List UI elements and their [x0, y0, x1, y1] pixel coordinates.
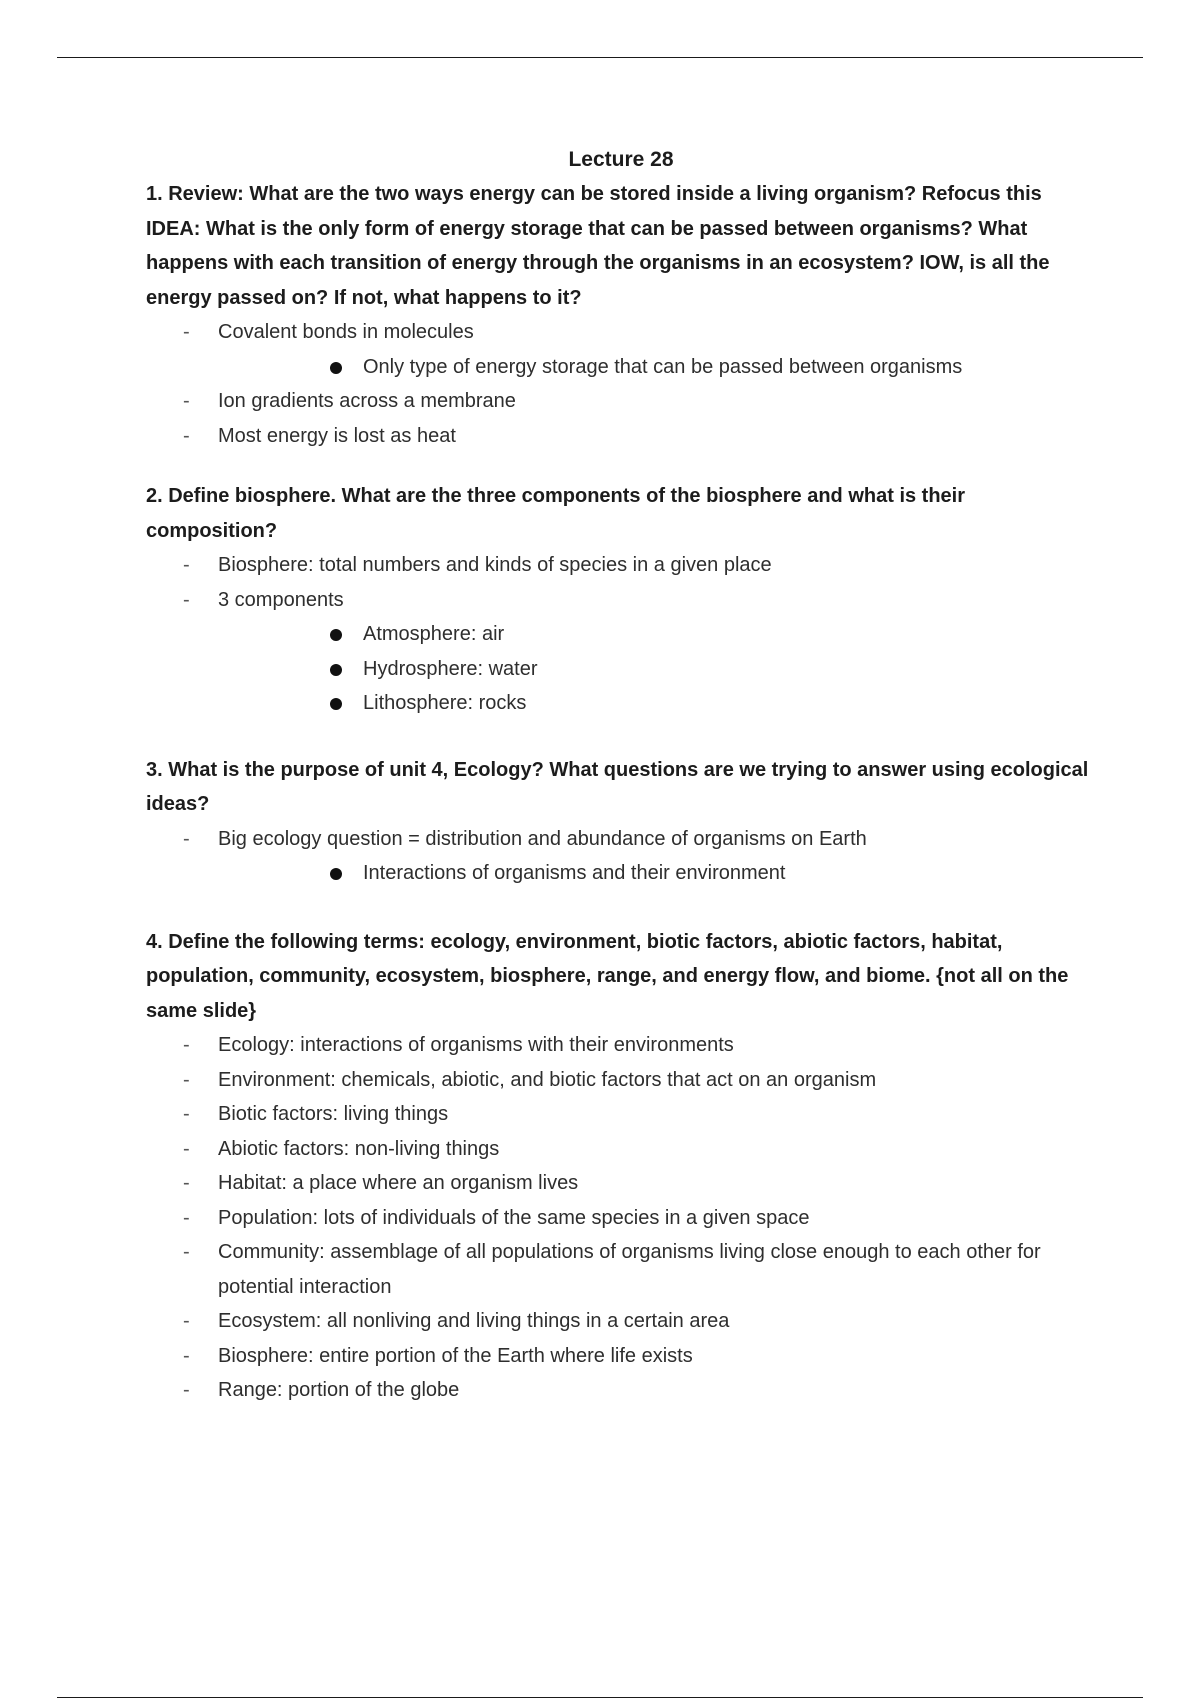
list-item: - Ion gradients across a membrane [146, 384, 1096, 419]
sub-list [218, 856, 1096, 891]
list-item: - Most energy is lost as heat [146, 419, 1096, 454]
section-2 [146, 479, 1096, 721]
list-item: - Biosphere: entire portion of the Earth where life exists [146, 1339, 1096, 1374]
list-item: - Population: lots of individuals of the same species in a given space [146, 1201, 1096, 1236]
sub-list-item: Interactions of organisms and their environment [218, 856, 1096, 891]
question-1: 1. Review: What are the two ways energy can be stored inside a living organism? Refocus this IDEA: What is the only form of energy storage that can be passed between organisms? What happens with each transition of energy through the organisms in an ecosystem? IOW, is all the energy passed on? If not, what happens to it? [146, 183, 1050, 309]
answer-list-1 [146, 315, 1096, 453]
bottom-rule [57, 1697, 1143, 1698]
sub-list-item: Only type of energy storage that can be passed between organisms [218, 350, 1096, 385]
list-item: - Ecology: interactions of organisms with their environments [146, 1028, 1096, 1063]
page-content [146, 143, 1096, 1436]
list-item: - Abiotic factors: non-living things [146, 1132, 1096, 1167]
list-item: - Biotic factors: living things [146, 1097, 1096, 1132]
sub-list-item: Hydrosphere: water [218, 652, 1096, 687]
list-item: - 3 components Atmosphere: air Hydrosphere: water Lithosphere: rocks [146, 583, 1096, 721]
section-4 [146, 925, 1096, 1408]
list-item: - Community: assemblage of all populations of organisms living close enough to each other for potential interaction [146, 1235, 1096, 1304]
list-item: - Covalent bonds in molecules Only type of energy storage that can be passed between organisms [146, 315, 1096, 384]
section-3 [146, 753, 1096, 891]
list-item: - Environment: chemicals, abiotic, and biotic factors that act on an organism [146, 1063, 1096, 1098]
question-3: 3. What is the purpose of unit 4, Ecology? What questions are we trying to answer using ecological ideas? [146, 758, 1089, 815]
answer-list-3 [146, 822, 1096, 891]
question-2: 2. Define biosphere. What are the three components of the biosphere and what is their composition? [146, 485, 966, 542]
list-item: - Range: portion of the globe [146, 1373, 1096, 1408]
top-rule [57, 57, 1143, 58]
sub-list [218, 350, 1096, 385]
answer-list-4 [146, 1028, 1096, 1408]
answer-list-2 [146, 548, 1096, 721]
section-1 [146, 177, 1096, 453]
list-item: - Big ecology question = distribution and abundance of organisms on Earth Interactions of organisms and their environment [146, 822, 1096, 891]
sub-list-item: Lithosphere: rocks [218, 686, 1096, 721]
question-4: 4. Define the following terms: ecology, environment, biotic factors, abiotic factors, habitat, population, community, ecosystem, biosphere, range, and energy flow, and biome. {not all on the same slide} [146, 930, 1069, 1022]
sub-list [218, 617, 1096, 721]
page-title: Lecture 28 [568, 148, 674, 171]
list-item: - Biosphere: total numbers and kinds of species in a given place [146, 548, 1096, 583]
sub-list-item: Atmosphere: air [218, 617, 1096, 652]
list-item: - Habitat: a place where an organism lives [146, 1166, 1096, 1201]
list-item: - Ecosystem: all nonliving and living things in a certain area [146, 1304, 1096, 1339]
